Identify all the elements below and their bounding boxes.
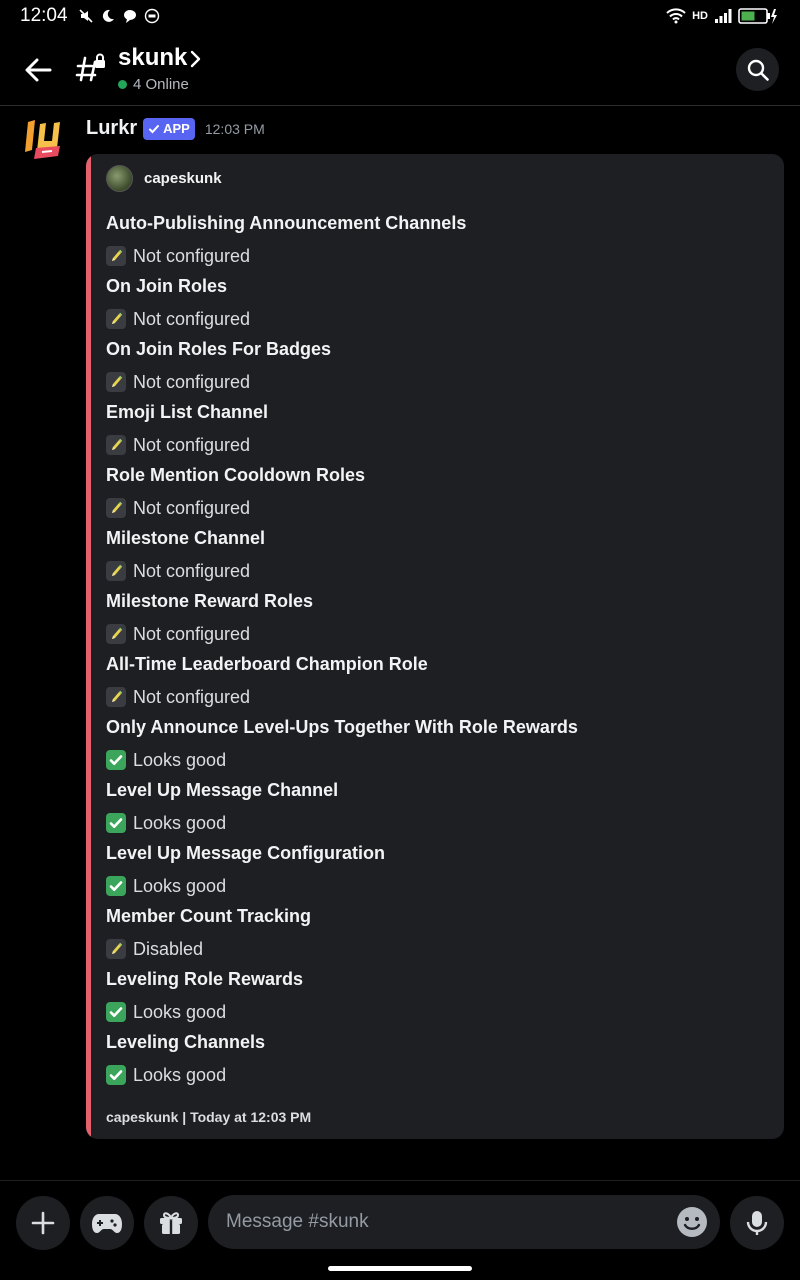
embed-field-value-text: Looks good xyxy=(133,1001,227,1022)
check-mark-icon xyxy=(106,750,126,770)
bot-avatar[interactable] xyxy=(22,116,64,162)
composer-bar xyxy=(0,1180,800,1280)
pencil-icon xyxy=(106,939,126,959)
search-icon xyxy=(746,58,770,82)
embed-field-value xyxy=(106,304,776,334)
embed-author-name: capeskunk xyxy=(144,170,222,187)
author-name[interactable]: Lurkr xyxy=(86,117,138,139)
online-status xyxy=(118,76,189,93)
status-bar xyxy=(0,0,800,34)
embed-author-avatar xyxy=(106,165,133,192)
pencil-icon xyxy=(106,624,126,644)
embed-field-value-text: Not configured xyxy=(133,497,251,518)
plus-icon xyxy=(30,1210,56,1236)
pencil-icon xyxy=(106,687,126,707)
online-dot-icon xyxy=(118,80,127,89)
gift-button[interactable] xyxy=(144,1196,198,1250)
channel-header xyxy=(0,34,800,106)
embed-field-value xyxy=(106,1060,776,1090)
embed-field-value-text: Looks good xyxy=(133,1064,227,1085)
embed-field xyxy=(106,904,776,967)
gift-icon xyxy=(157,1209,185,1237)
app-badge-label: APP xyxy=(163,121,190,136)
online-count: 4 Online xyxy=(133,76,189,93)
status-system-icons xyxy=(666,7,778,25)
embed-field xyxy=(106,211,776,274)
embed-field-name: Leveling Role Rewards xyxy=(106,969,304,989)
embed-field-value xyxy=(106,745,776,775)
embed-field-value xyxy=(106,934,776,964)
message-timestamp: 12:03 PM xyxy=(204,120,265,137)
chat-notification-icon xyxy=(122,8,138,24)
embed-field-name: Level Up Message Channel xyxy=(106,780,339,800)
embed-field-value-text: Not configured xyxy=(133,434,251,455)
embed-field xyxy=(106,337,776,400)
embed-field-value xyxy=(106,493,776,523)
embed-field-value xyxy=(106,997,776,1027)
pencil-icon xyxy=(106,309,126,329)
check-mark-icon xyxy=(106,876,126,896)
embed-field-name: Leveling Channels xyxy=(106,1032,266,1052)
embed-field xyxy=(106,400,776,463)
check-mark-icon xyxy=(106,1065,126,1085)
app-badge xyxy=(143,118,195,140)
embed-field-value-text: Not configured xyxy=(133,686,251,707)
embed-field-name: Role Mention Cooldown Roles xyxy=(106,465,365,485)
embed-field-name: Emoji List Channel xyxy=(106,402,269,422)
network-type: HD xyxy=(692,10,708,22)
embed-field-name: Only Announce Level-Ups Together With Role Rewards xyxy=(106,717,578,737)
verified-check-icon xyxy=(148,123,160,135)
microphone-icon xyxy=(745,1209,769,1237)
add-attachment-button[interactable] xyxy=(16,1196,70,1250)
embed-field-value xyxy=(106,808,776,838)
embed-field-name: All-Time Leaderboard Champion Role xyxy=(106,654,428,674)
home-indicator[interactable] xyxy=(328,1266,472,1271)
embed-card xyxy=(86,154,784,1139)
embed-field xyxy=(106,652,776,715)
embed-field-name: Level Up Message Configuration xyxy=(106,843,386,863)
embed-field-value xyxy=(106,871,776,901)
embed-field-value-text: Not configured xyxy=(133,245,251,266)
check-mark-icon xyxy=(106,813,126,833)
embed-field-value-text: Not configured xyxy=(133,623,251,644)
pencil-icon xyxy=(106,498,126,518)
embed-field-name: On Join Roles For Badges xyxy=(106,339,332,359)
status-time: 12:04 xyxy=(20,5,68,26)
wifi-icon xyxy=(666,8,686,24)
battery-icon xyxy=(738,7,778,25)
embed-field-value xyxy=(106,556,776,586)
back-arrow-icon[interactable] xyxy=(20,52,56,88)
embed-color-bar xyxy=(86,154,91,1139)
message-header xyxy=(86,117,265,140)
pencil-icon xyxy=(106,435,126,455)
gamepad-icon xyxy=(91,1211,123,1235)
moon-icon xyxy=(100,8,116,24)
embed-field-value xyxy=(106,241,776,271)
embed-field xyxy=(106,967,776,1030)
embed-field-value xyxy=(106,367,776,397)
check-mark-icon xyxy=(106,1002,126,1022)
embed-field-value-text: Looks good xyxy=(133,812,227,833)
emoji-icon[interactable] xyxy=(676,1206,708,1238)
embed-field xyxy=(106,778,776,841)
embed-field xyxy=(106,463,776,526)
embed-field-value-text: Not configured xyxy=(133,308,251,329)
locked-channel-icon xyxy=(74,50,110,86)
embed-field-value-text: Not configured xyxy=(133,560,251,581)
embed-footer: capeskunk | Today at 12:03 PM xyxy=(106,1109,312,1125)
embed-field-value-text: Looks good xyxy=(133,749,227,770)
voice-message-button[interactable] xyxy=(730,1196,784,1250)
embed-field-name: Milestone Reward Roles xyxy=(106,591,314,611)
embed-field xyxy=(106,715,776,778)
embed-field xyxy=(106,526,776,589)
embed-field xyxy=(106,1030,776,1093)
channel-name[interactable]: skunk xyxy=(118,44,188,71)
embed-field-name: Member Count Tracking xyxy=(106,906,312,926)
embed-field-value xyxy=(106,430,776,460)
embed-fields xyxy=(106,211,776,1093)
search-button[interactable] xyxy=(736,48,779,91)
message-input[interactable] xyxy=(208,1195,720,1249)
embed-field-value xyxy=(106,619,776,649)
embed-field-name: Auto-Publishing Announcement Channels xyxy=(106,213,467,233)
embed-field xyxy=(106,589,776,652)
embed-field-value-text: Disabled xyxy=(133,938,204,959)
embed-field-name: On Join Roles xyxy=(106,276,228,296)
chevron-right-icon[interactable] xyxy=(188,50,202,68)
app-notification-icon xyxy=(144,8,160,24)
activities-button[interactable] xyxy=(80,1196,134,1250)
embed-field-name: Milestone Channel xyxy=(106,528,266,548)
status-notification-icons xyxy=(78,8,160,24)
embed-field xyxy=(106,274,776,337)
embed-field xyxy=(106,841,776,904)
pencil-icon xyxy=(106,561,126,581)
mute-icon xyxy=(78,8,94,24)
embed-field-value-text: Looks good xyxy=(133,875,227,896)
embed-author xyxy=(106,165,222,192)
pencil-icon xyxy=(106,372,126,392)
signal-icon xyxy=(714,8,732,24)
embed-field-value-text: Not configured xyxy=(133,371,251,392)
pencil-icon xyxy=(106,246,126,266)
embed-field-value xyxy=(106,682,776,712)
